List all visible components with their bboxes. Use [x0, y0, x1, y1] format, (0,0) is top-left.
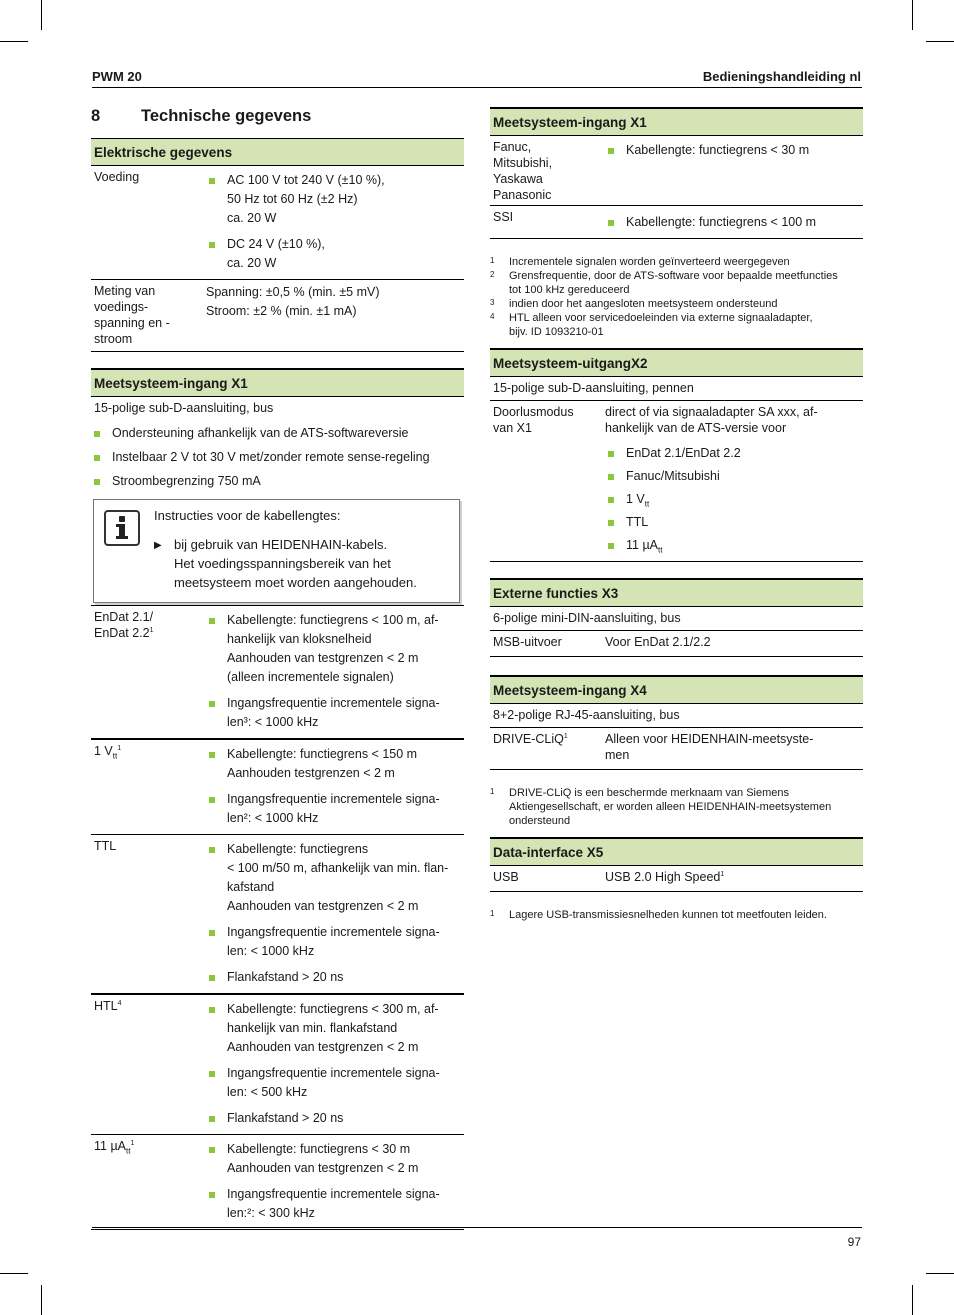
- list-item: Ingangsfrequentie incrementele signa- len²: < 1000 kHz: [206, 790, 464, 828]
- list-item: Ingangsfrequentie incrementele signa- len: < 1000 kHz: [206, 923, 464, 961]
- list-item: Ingangsfrequentie incrementele signa- len³: < 1000 kHz: [206, 694, 464, 732]
- row-label: HTL$^4$: [94, 999, 122, 1013]
- x1-footnotes: [490, 255, 863, 339]
- header-manual: Bedieningshandleiding nl: [702, 69, 861, 84]
- row-label: TTL: [94, 839, 117, 853]
- chapter-number: 8: [91, 107, 101, 125]
- row-label: EnDat 2.1/ EnDat $2.2^1$: [94, 610, 154, 640]
- list-item: Ingangsfrequentie incrementele signa- len: < 500 kHz: [206, 1064, 464, 1102]
- table-row-htl: [91, 995, 464, 1135]
- list-item: Kabellengte: functiegrens < 150 m Aanhouden testgrenzen < 2 m: [206, 745, 464, 783]
- section-title-x4: Meetsysteem-ingang X4: [490, 675, 863, 704]
- row-label: 11 µA$_{tt}^1$: [94, 1139, 135, 1156]
- left-column: [91, 107, 464, 1230]
- list-item: DC 24 V (±10 %), ca. 20 W: [206, 235, 464, 273]
- crop-mark: [926, 1273, 954, 1274]
- x1-feature-list: [91, 416, 464, 491]
- x4-connector: 8+2-polige RJ-45-aansluiting, bus: [490, 704, 863, 728]
- section-title-x1: Meetsysteem-ingang X1: [91, 368, 464, 397]
- x5-footnote: 1 Lagere USB-transmissiesnelheden kunnen tot meetfouten leiden.: [490, 909, 827, 921]
- row-label: Doorlusmodus van X1: [493, 405, 574, 435]
- list-item: Kabellengte: functiegrens < 30 m: [605, 141, 863, 160]
- crop-mark: [41, 0, 42, 30]
- page-number: 97: [847, 1235, 861, 1249]
- crop-mark: [926, 41, 954, 42]
- doorlus-text: direct of via signaaladapter SA xxx, af- hankelijk van de ATS-versie voor: [605, 405, 818, 435]
- footnote: 4 HTL alleen voor servicedoeleinden via externe signaaladapter, bijv. ID 1093210-01: [490, 312, 813, 338]
- arrow-right-icon: ▶: [154, 540, 162, 551]
- section-title-x2: Meetsysteem-uitgangX2: [490, 348, 863, 377]
- x1-connector: 15-polige sub-D-aansluiting, bus: [94, 401, 274, 415]
- footnote: 3 indien door het aangesloten meetsysteem ondersteund: [490, 298, 778, 310]
- footnote: 1 Incrementele signalen worden geïnverteerd weergegeven: [490, 256, 790, 268]
- list-item: Flankafstand > 20 ns: [206, 968, 464, 987]
- table-row-endat: [91, 606, 464, 740]
- header-product: PWM 20: [92, 69, 142, 84]
- x2-connector: 15-polige sub-D-aansluiting, pennen: [490, 377, 863, 401]
- right-column: [490, 107, 863, 922]
- table-row-ttl: [91, 835, 464, 995]
- row-label: Fanuc, Mitsubishi, Yaskawa Panasonic: [493, 140, 553, 202]
- row-label: USB: [493, 870, 519, 884]
- list-item: 1 $V_{tt}$: [605, 490, 863, 509]
- list-item: Kabellengte: functiegrens < 100 m/50 m, afhankelijk van min. flan- kafstand Aanhouden van testgrenzen < 2 m: [206, 840, 464, 916]
- list-item: Flankafstand > 20 ns: [206, 1109, 464, 1128]
- list-item: TTL: [605, 513, 863, 532]
- row-label: Voeding: [94, 170, 140, 184]
- list-item: Instelbaar 2 V tot 30 V met/zonder remote sense-regeling: [91, 448, 464, 467]
- note-text: bij gebruik van HEIDENHAIN-kabels. Het voedingsspanningsbereik van het meetsysteem moet worden aangehouden.: [174, 537, 417, 590]
- list-item: Stroombegrenzing 750 mA: [91, 472, 464, 491]
- row-label: SSI: [493, 210, 514, 224]
- row-label: MSB-uitvoer: [493, 635, 562, 649]
- note-title: Instructies voor de kabellengtes:: [154, 508, 341, 523]
- table-row-voeding: [91, 166, 464, 280]
- table-row-1vtt: [91, 740, 464, 835]
- list-item: Fanuc/Mitsubishi: [605, 467, 863, 486]
- list-item: Kabellengte: functiegrens < 30 m Aanhouden van testgrenzen < 2 m: [206, 1140, 464, 1178]
- table-row-11uatt: [91, 1135, 464, 1230]
- section-title-x5: Data-interface X5: [490, 837, 863, 866]
- chapter-title: Technische gegevens: [141, 107, 312, 125]
- cable-length-note: [93, 499, 460, 603]
- list-item: Ingangsfrequentie incrementele signa- len:²: < 300 kHz: [206, 1185, 464, 1223]
- row-label: DRIVE-CLiQ$^1$: [493, 732, 568, 746]
- row-label: 1 $V_{tt}^1$: [94, 744, 122, 761]
- table-row-ssi: [490, 206, 863, 239]
- table-row-usb: USB USB 2.0 High Speed$^1$: [490, 866, 863, 892]
- section-title-x3: Externe functies X3: [490, 578, 863, 607]
- list-item: Kabellengte: functiegrens < 100 m, af- hankelijk van kloksnelheid Aanhouden van testgrenzen < 2 m (alleen incrementele signalen): [206, 611, 464, 687]
- crop-mark: [912, 1285, 913, 1315]
- section-title-x1-continued: Meetsysteem-ingang X1: [490, 107, 863, 136]
- table-row-fanuc: [490, 136, 863, 206]
- table-row-drivecliq: DRIVE-CLiQ$^1$ Alleen voor HEIDENHAIN-meetsyste- men: [490, 728, 863, 770]
- footer-rule: [92, 1227, 862, 1228]
- list-item: EnDat 2.1/EnDat 2.2: [605, 444, 863, 463]
- table-row-meting: Meting van voedings- spanning en - stroom Spanning: ±0,5 % (min. ±5 mV) Stroom: ±2 % (min. ±1 mA): [91, 280, 464, 352]
- chapter-heading: [91, 108, 464, 128]
- list-item: Kabellengte: functiegrens < 300 m, af- hankelijk van min. flankafstand Aanhouden van testgrenzen < 2 m: [206, 1000, 464, 1057]
- table-row-msb: MSB-uitvoer Voor EnDat 2.1/2.2: [490, 631, 863, 657]
- crop-mark: [0, 41, 28, 42]
- x4-footnote: 1 DRIVE-CLiQ is een beschermde merknaam van Siemens Aktiengesellschaft, er worden alleen HEIDENHAIN-meetsystemen ondersteund: [490, 787, 832, 827]
- header-rule: [92, 87, 862, 88]
- footnote: 2 Grensfrequentie, door de ATS-software voor bepaalde meetfuncties tot 100 kHz gereduceerd: [490, 270, 838, 296]
- table-row-doorlus: [490, 401, 863, 562]
- x3-connector: 6-polige mini-DIN-aansluiting, bus: [490, 607, 863, 631]
- crop-mark: [912, 0, 913, 30]
- row-label: Meting van voedings- spanning en - stroom: [94, 284, 170, 346]
- list-item: Kabellengte: functiegrens < 100 m: [605, 213, 863, 232]
- info-icon: [104, 510, 140, 546]
- list-item: AC 100 V tot 240 V (±10 %), 50 Hz tot 60 Hz (±2 Hz) ca. 20 W: [206, 171, 464, 228]
- list-item: Ondersteuning afhankelijk van de ATS-softwareversie: [91, 424, 464, 443]
- list-item: 11 µA$_{tt}$: [605, 536, 863, 555]
- voeding-list: [206, 171, 464, 273]
- section-title-elektrisch: Elektrische gegevens: [91, 138, 464, 166]
- crop-mark: [0, 1273, 28, 1274]
- crop-mark: [41, 1285, 42, 1315]
